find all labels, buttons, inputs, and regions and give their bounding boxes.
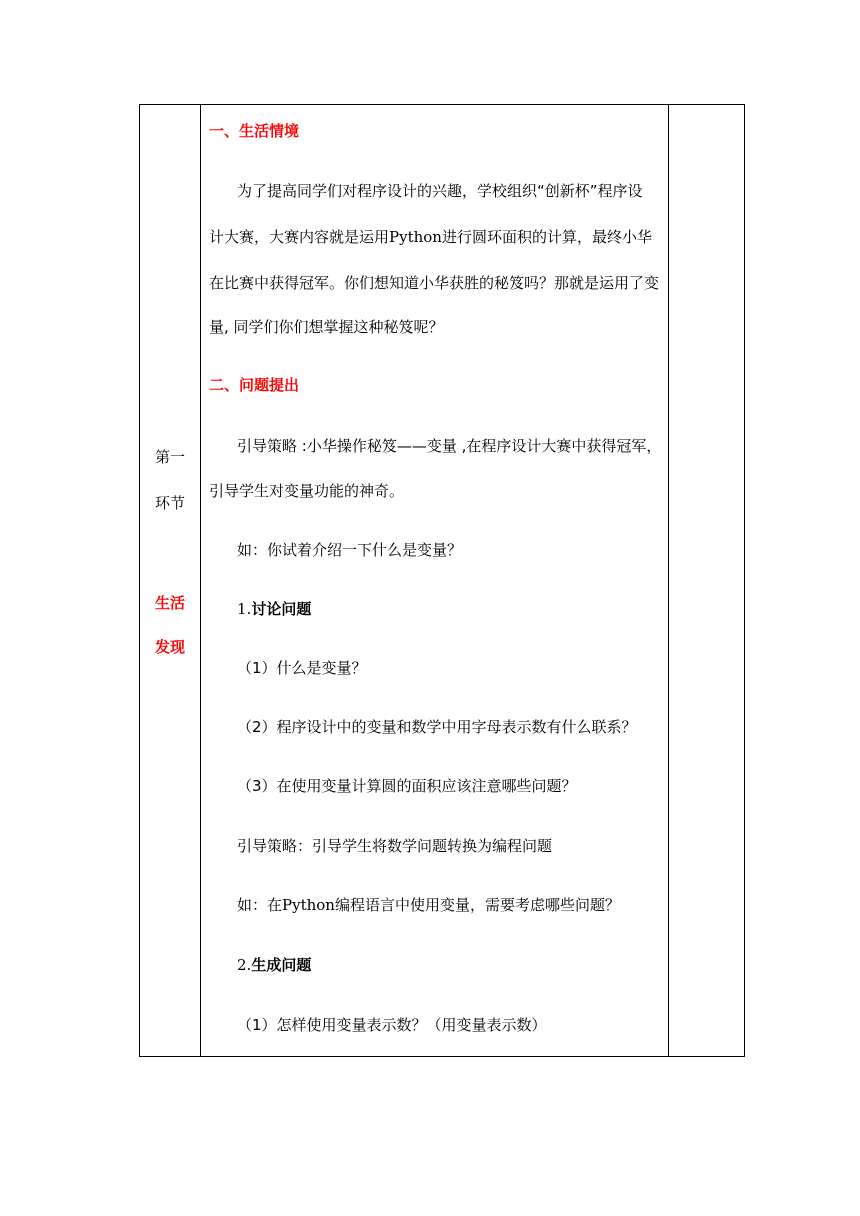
paragraph-2-line-2: 引导学生对变量功能的神奇。 bbox=[209, 482, 405, 500]
subsection-2: 2.生成问题 bbox=[237, 956, 312, 974]
content-column bbox=[201, 105, 669, 1056]
paragraph-2-line-1: 引导策略 :小华操作秘笈——变量 ,在程序设计大赛中获得冠军， bbox=[237, 437, 662, 455]
subsection-1: 1.讨论问题 bbox=[237, 600, 312, 618]
paragraph-1-line-4: 量, 同学们你们想掌握这种秘笈呢？ bbox=[209, 318, 444, 336]
python-term: Python bbox=[282, 896, 335, 914]
stage-name-line2: 发现 bbox=[154, 638, 185, 656]
question-2: （2）程序设计中的变量和数学中用字母表示数有什么联系？ bbox=[237, 718, 637, 736]
question-4: （1）怎样使用变量表示数？（用变量表示数） bbox=[237, 1016, 547, 1034]
paragraph-1-line-2: 计大赛，大赛内容就是运用Python进行圆环面积的计算，最终小华 bbox=[209, 228, 652, 246]
paragraph-4: 引导策略：引导学生将数学问题转换为编程问题 bbox=[237, 837, 553, 855]
paragraph-3: 如：你试着介绍一下什么是变量？ bbox=[237, 541, 463, 559]
question-3: （3）在使用变量计算圆的面积应该注意哪些问题？ bbox=[237, 777, 577, 795]
subsection-1-title: 讨论问题 bbox=[251, 600, 312, 618]
question-1: （1）什么是变量？ bbox=[237, 659, 367, 677]
section-heading-1: 一、生活情境 bbox=[209, 122, 300, 140]
stage-label-line2: 环节 bbox=[154, 494, 185, 512]
paragraph-1-line-1: 为了提高同学们对程序设计的兴趣，学校组织“创新杯”程序设 bbox=[237, 182, 643, 200]
section-heading-2: 二、问题提出 bbox=[209, 376, 300, 394]
stage-name-line1: 生活 bbox=[154, 594, 185, 612]
python-term: Python bbox=[389, 228, 442, 246]
stage-column bbox=[140, 105, 200, 1056]
paragraph-5: 如：在Python编程语言中使用变量，需要考虑哪些问题？ bbox=[237, 896, 620, 914]
paragraph-1-line-3: 在比赛中获得冠军。你们想知道小华获胜的秘笈吗？那就是运用了变 bbox=[209, 274, 660, 292]
lesson-table bbox=[139, 104, 745, 1057]
stage-label-line1: 第一 bbox=[154, 448, 185, 466]
subsection-2-title: 生成问题 bbox=[251, 956, 312, 974]
